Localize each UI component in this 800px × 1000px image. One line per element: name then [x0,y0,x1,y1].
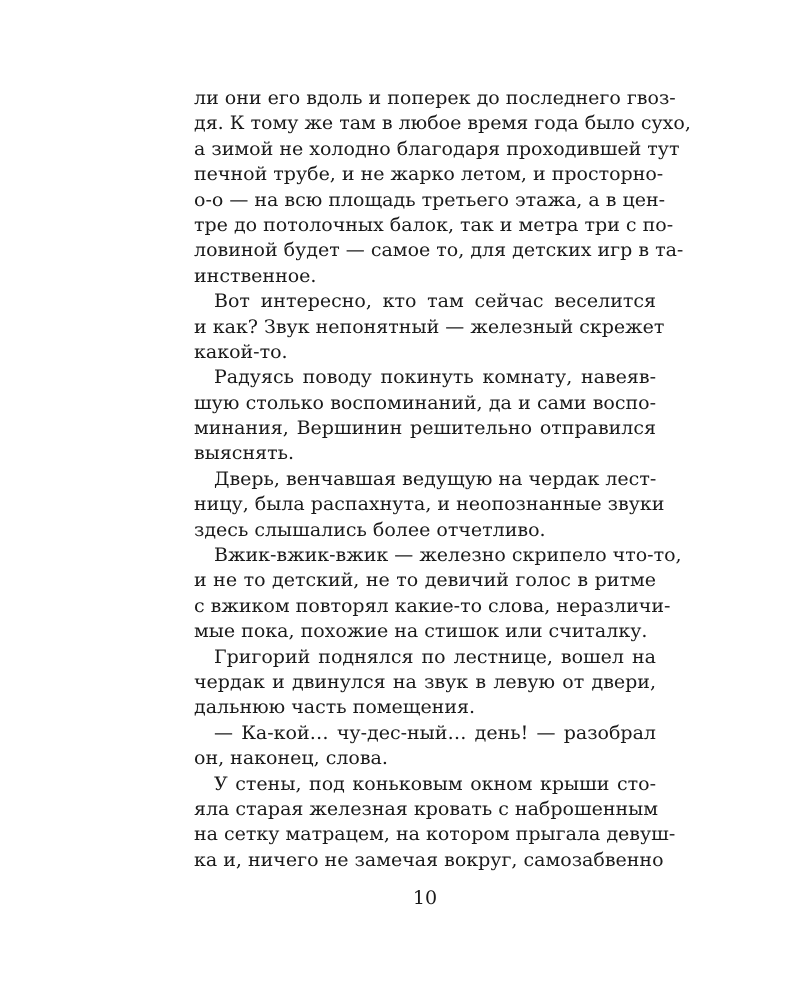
text-line: Григорий поднялся по лестнице, вошел на [214,645,656,668]
text-line: на сетку матрацем, на котором прыгала девуш- [194,823,676,846]
text-line: минания, Вершинин решительно отправился [194,417,656,440]
text-line: какой-то. [194,340,288,363]
text-line: инственное. [194,264,317,287]
paragraph-6 [194,645,656,721]
text-line: Вжик-вжик-вжик — железно скрипело что-то, [214,544,682,567]
paragraph-1 [194,86,691,289]
text-line: Вот интересно, кто там сейчас веселится [214,290,656,313]
paragraph-7 [194,721,656,772]
text-line: Радуясь поводу покинуть комнату, навеяв- [214,366,656,389]
text-line: он, наконец, слова. [194,747,388,770]
text-line: Дверь, венчавшая ведущую на чердак лест- [214,467,657,490]
text-line: ли они его вдоль и поперек до последнего гвоз- [194,87,676,109]
text-line: — Ка-кой… чу-дес-ный… день! — разобрал [214,721,656,744]
text-line: ловиной будет — самое то, для детских игр в та- [194,239,684,262]
paragraph-8 [194,772,676,874]
text-line: здесь слышались более отчетливо. [194,518,546,541]
text-line: выяснять. [194,442,294,465]
text-line: и не то детский, не то девичий голос в ритме [194,569,656,592]
text-line: и как? Звук непонятный — железный скрежет [194,315,665,338]
text-line: дя. К тому же там в любое время года было сухо, [194,112,691,135]
text-line: ницу, была распахнута, и неопознанные звуки [194,493,665,516]
text-line: яла старая железная кровать с наброшенным [194,797,659,820]
text-line: ка и, ничего не замечая вокруг, самозабвенно [194,848,664,871]
text-line: мые пока, похожие на стишок или считалку. [194,620,648,643]
paragraph-2 [194,289,665,365]
text-line: тре до потолочных балок, так и метра три с по- [194,213,674,236]
text-line: о-о — на всю площадь третьего этажа, а в цен- [194,188,666,211]
page-number: 10 [412,887,438,909]
text-line: дальнюю часть помещения. [194,696,476,719]
text-line: У стены, под коньковым окном крыши сто- [214,772,656,795]
paragraph-4 [194,467,665,543]
paragraph-3 [194,365,656,467]
text-line: печной трубе, и не жарко летом, и просторно- [194,163,664,186]
text-line: шую столько воспоминаний, да и сами воспо- [194,391,656,414]
text-line: чердак и двинулся на звук в левую от двери, [194,670,656,693]
body-text [194,86,691,873]
text-line: а зимой не холодно благодаря проходившей тут [194,137,680,160]
paragraph-5 [194,543,682,645]
text-line: с вжиком повторял какие-то слова, неразличи- [194,594,671,617]
